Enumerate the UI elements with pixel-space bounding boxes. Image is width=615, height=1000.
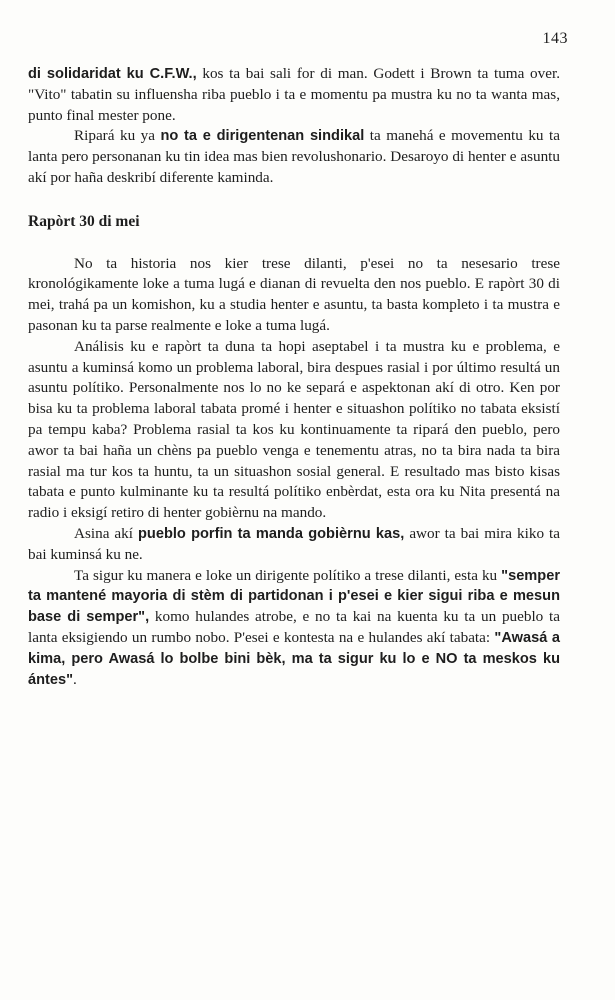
paragraph-text: Asina akí <box>74 524 138 542</box>
bold-phrase: no ta e dirigentenan sindikal <box>160 128 365 145</box>
page-body <box>28 64 560 690</box>
page-number: 143 <box>542 30 568 47</box>
paragraph-sigur <box>28 566 560 691</box>
paragraph-text: komo hulandes atrobe, e no ta kai na kuenta ku ta un pueblo ta lanta eksigiendo un rumbo nobo. P'esei e kontesta na e hulandes akí tabata: <box>28 608 560 646</box>
paragraph-dirigentenan <box>28 126 560 188</box>
paragraph-text: kos ta bai sali for di man. Godett i Brown ta tuma over. "Vito" tabatin su influensha riba pueblo i ta e momentu pa mustra ku no ta wanta mas, punto final mester pone. <box>28 65 561 124</box>
section-heading: Rapòrt 30 di mei <box>28 212 140 230</box>
paragraph-historia: No ta historia nos kier trese dilanti, p'esei no ta nesesario trese kronológikamente loke a tuma lugá e dianan di revuelta den nos pueblo. E rapòrt 30 di mei, trahá pa un komishon, ku a studia henter e asuntu, ta basta kompleto i ta mustra e pasonan ku ta parse realmente e loke a tuma lugá. <box>28 254 560 334</box>
paragraph-analisis: Análisis ku e rapòrt ta duna ta hopi aseptabel i ta mustra ku e problema, e asuntu a kuminsá komo un problema laboral, bira despues rasial i por último resultá un asuntu polítiko. Personalmente nos lo no ke separá e aspektonan akí di otro. Ken por bisa ku ta problema laboral tabata promé i henter e situashon polítiko no tabata eksistí pa tempu kaba? Problema rasial ta kos ku kontinuamente ta ripará den pueblo, pero awor ta bai haña un chèns pa pueblo venga e tenementu atras, no ta bira nada ta bira rasial ma tur kos ta huntu, ta un situashon sosial general. E resultado mas bisto kisas tabata e punto kulminante ku ta resultá polítiko enbèrdat, esta ora ku Nita presentá na radio i eksigí retiro di henter gobièrnu na mando. <box>28 337 560 522</box>
bold-quote: "semper ta mantené mayoria di stèm di partidonan i p'esei e kier sigui riba e mesun base di semper", <box>28 567 560 626</box>
paragraph-text: awor ta bai mira kiko ta bai kuminsá ku ne. <box>28 524 560 563</box>
paragraph-text: Ta sigur ku manera e loke un dirigente polítiko a trese dilanti, esta ku <box>74 566 502 584</box>
bold-quote: "Awasá a kima, pero Awasá lo bolbe bini bèk, ma ta sigur ku lo e NO ta meskos ku ántes" <box>28 629 560 688</box>
paragraph-solidaridat <box>28 64 560 126</box>
bold-phrase: pueblo porfin ta manda gobièrnu kas, <box>138 525 405 542</box>
paragraph-asina <box>28 524 560 566</box>
bold-phrase: di solidaridat ku C.F.W., <box>28 66 197 82</box>
paragraph-text: ta manehá e movementu ku ta lanta pero personanan ku tin idea mas bien revolushonario. Desaroyo di henter e asuntu akí por haña deskribí diferente kaminda. <box>28 127 560 186</box>
paragraph-text: Ripará ku ya <box>74 127 161 145</box>
paragraph-text: . <box>73 670 77 688</box>
